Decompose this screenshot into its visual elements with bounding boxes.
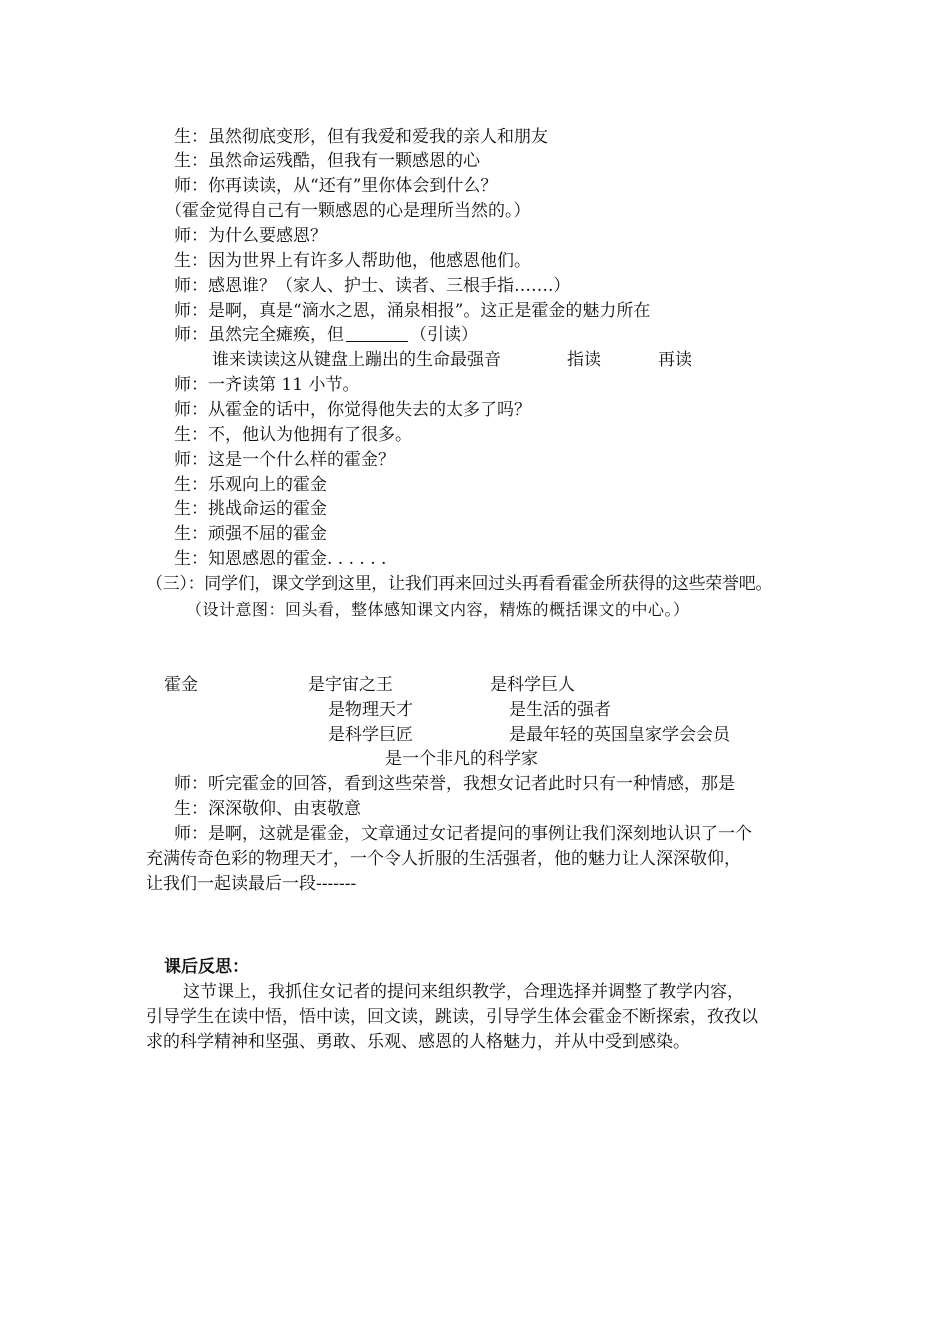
closing-line: 充满传奇色彩的物理天才，一个令人折服的生活强者，他的魅力让人深深敬仰， [146,849,741,869]
closing-line: 师：听完霍金的回答，看到这些荣誉，我想女记者此时只有一种情感，那是 [174,774,735,794]
dialogue-line: 师：你再读读，从“还有”里你体会到什么？ [174,176,498,196]
reading-mode-1: 指读 [567,350,601,370]
honor-item: 是物理天才 [328,700,413,720]
reading-line: 谁来读读这从键盘上蹦出的生命最强音 [212,350,501,370]
honor-subject: 霍金 [164,675,198,695]
dialogue-line: 师：一齐读第 11 小节。 [174,375,360,395]
dialogue-line: 师：这是一个什么样的霍金？ [174,450,395,470]
honor-item: 是最年轻的英国皇家学会会员 [509,725,730,745]
honor-item: 是科学巨匠 [328,725,413,745]
dialogue-line: 生：虽然命运残酷，但我有一颗感恩的心 [174,151,480,171]
dialogue-line: 师：为什么要感恩？ [174,226,327,246]
reflection-line: 这节课上，我抓住女记者的提问来组织教学，合理选择并调整了教学内容， [183,982,744,1002]
dialogue-line: （霍金觉得自己有一颗感恩的心是理所当然的。） [165,201,531,221]
dialogue-line: 师：感恩谁？（家人、护士、读者、三根手指…….） [174,276,571,296]
honor-item: 是科学巨人 [490,675,575,695]
closing-line: 生：深深敬仰、由衷敬意 [174,799,361,819]
design-intent: （设计意图：回头看，整体感知课文内容，精炼的概括课文的中心。） [186,600,690,619]
dialogue-line: 生：虽然彻底变形，但有我爱和爱我的亲人和朋友 [174,127,548,147]
dialogue-line: 生：知恩感恩的霍金. . . . . . [174,549,387,569]
reflection-line: 引导学生在读中悟，悟中读，回文读，跳读，引导学生体会霍金不断探索，孜孜以 [146,1007,758,1027]
dialogue-line: 生：不，他认为他拥有了很多。 [174,425,412,445]
section-three: （三）：同学们，课文学到这里，让我们再来回过头再看看霍金所获得的这些荣誉吧。 [146,574,773,594]
fill-blank [346,324,408,342]
dialogue-line: 生：顽强不屈的霍金 [174,524,327,544]
guided-read-line [174,323,478,347]
dialogue-line: 生：乐观向上的霍金 [174,475,327,495]
dialogue-line: 生：因为世界上有许多人帮助他，他感恩他们。 [174,251,531,271]
closing-line: 师：是啊，这就是霍金，文章通过女记者提问的事例让我们深刻地认识了一个 [174,824,752,844]
closing-line: 让我们一起读最后一段------- [146,874,357,894]
reflection-heading: 课后反思： [164,957,249,977]
dialogue-line: 师：从霍金的话中，你觉得他失去的太多了吗？ [174,400,531,420]
dialogue-line: 生：挑战命运的霍金 [174,499,327,519]
honor-item: 是一个非凡的科学家 [385,749,538,769]
guided-read-suffix: （引读） [410,325,478,345]
dialogue-line: 师：是啊，真是“滴水之恩，涌泉相报”。这正是霍金的魅力所在 [174,301,651,321]
honor-item: 是生活的强者 [509,700,611,720]
reading-mode-2: 再读 [658,350,692,370]
honor-item: 是宇宙之王 [308,675,393,695]
reflection-line: 求的科学精神和坚强、勇敢、乐观、感恩的人格魅力，并从中受到感染。 [146,1032,690,1052]
guided-read-prefix: 师：虽然完全瘫痪，但 [174,325,344,345]
